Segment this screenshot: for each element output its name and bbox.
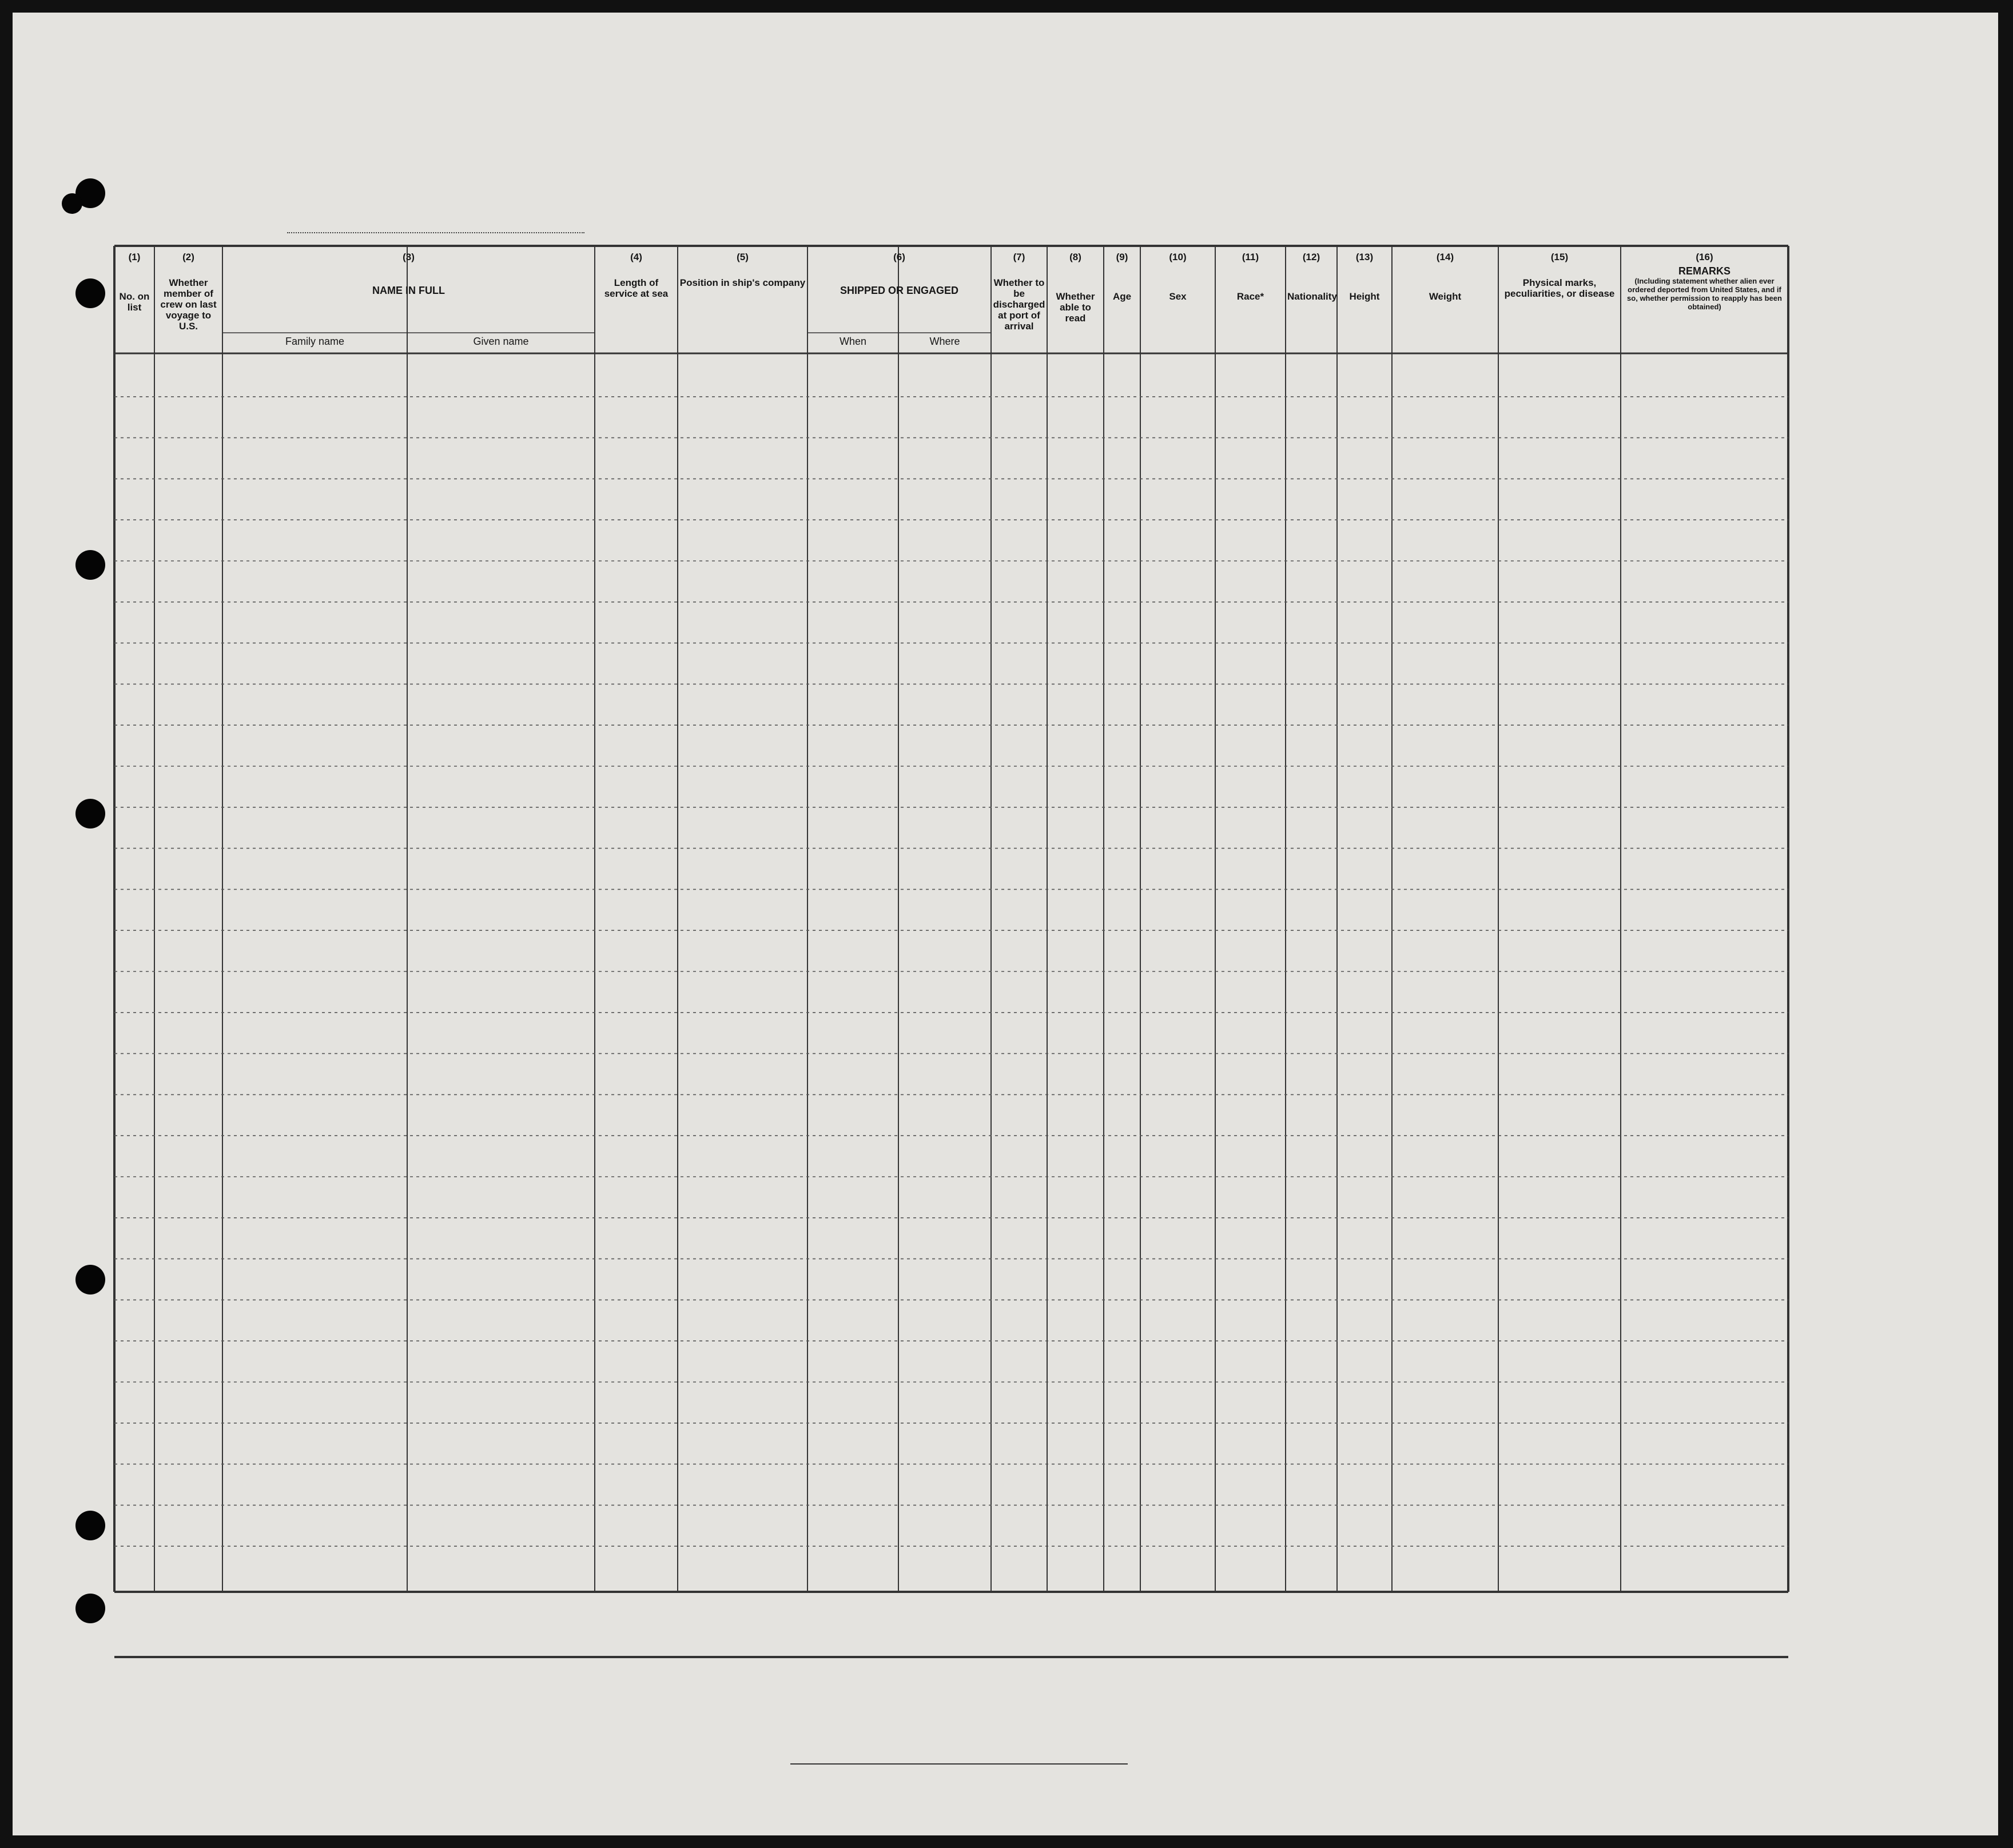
column-number: (15) bbox=[1550, 252, 1569, 262]
column-header bbox=[1105, 252, 1139, 302]
column-subheader: When bbox=[839, 336, 867, 347]
column-label: Position in ship's company bbox=[679, 277, 806, 288]
column-header bbox=[156, 252, 221, 332]
column-label: Race* bbox=[1236, 291, 1264, 302]
column-number: (9) bbox=[1116, 252, 1128, 262]
column-number: (16) bbox=[1696, 252, 1713, 262]
column-label: Height bbox=[1349, 291, 1380, 302]
column-number: (1) bbox=[128, 252, 141, 262]
column-label: No. on list bbox=[119, 291, 150, 313]
column-number: (8) bbox=[1069, 252, 1081, 262]
column-subheader: Family name bbox=[285, 336, 345, 347]
column-label: Weight bbox=[1429, 291, 1462, 302]
column-header bbox=[1394, 252, 1497, 302]
column-header bbox=[1287, 252, 1335, 302]
column-note: (Including statement whether alien ever ordered deported from United States, and if so, whether permission to reapply has been obtained) bbox=[1627, 277, 1782, 311]
column-number: (4) bbox=[630, 252, 642, 262]
manifest-sheet bbox=[13, 13, 1998, 1835]
column-header bbox=[993, 252, 1045, 332]
column-number: (12) bbox=[1302, 252, 1320, 262]
column-number: (6) bbox=[893, 252, 905, 262]
column-number: (2) bbox=[182, 252, 194, 262]
column-header bbox=[1500, 252, 1619, 299]
column-label: Whether able to read bbox=[1056, 291, 1095, 324]
column-number: (14) bbox=[1436, 252, 1454, 262]
column-header bbox=[224, 252, 593, 296]
column-header bbox=[1217, 252, 1284, 302]
column-header bbox=[679, 252, 806, 288]
column-label: NAME IN FULL bbox=[372, 285, 445, 296]
column-subheader: Given name bbox=[473, 336, 529, 347]
column-label: Age bbox=[1112, 291, 1132, 302]
column-label: REMARKS bbox=[1678, 265, 1730, 277]
column-label: Nationality bbox=[1287, 291, 1337, 302]
column-label: Whether member of crew on last voyage to U.S. bbox=[160, 277, 217, 332]
column-label: Sex bbox=[1169, 291, 1187, 302]
column-header bbox=[596, 252, 676, 299]
column-number: (5) bbox=[737, 252, 749, 262]
column-label: SHIPPED OR ENGAGED bbox=[840, 285, 959, 296]
column-label: Whether to be discharged at port of arrival bbox=[993, 277, 1045, 332]
column-number: (3) bbox=[403, 252, 415, 262]
column-number: (13) bbox=[1355, 252, 1374, 262]
signature-line bbox=[790, 1763, 1128, 1765]
column-header bbox=[116, 252, 153, 313]
column-header bbox=[1339, 252, 1390, 302]
column-number: (7) bbox=[1013, 252, 1025, 262]
column-number: (11) bbox=[1242, 252, 1259, 262]
column-subheader: Where bbox=[929, 336, 960, 347]
column-label: Physical marks, peculiarities, or disease bbox=[1504, 277, 1615, 299]
column-header bbox=[1622, 252, 1787, 311]
column-number: (10) bbox=[1169, 252, 1187, 262]
column-label: Length of service at sea bbox=[604, 277, 669, 299]
column-header bbox=[809, 252, 989, 296]
column-header bbox=[1049, 252, 1102, 324]
column-header bbox=[1142, 252, 1214, 302]
